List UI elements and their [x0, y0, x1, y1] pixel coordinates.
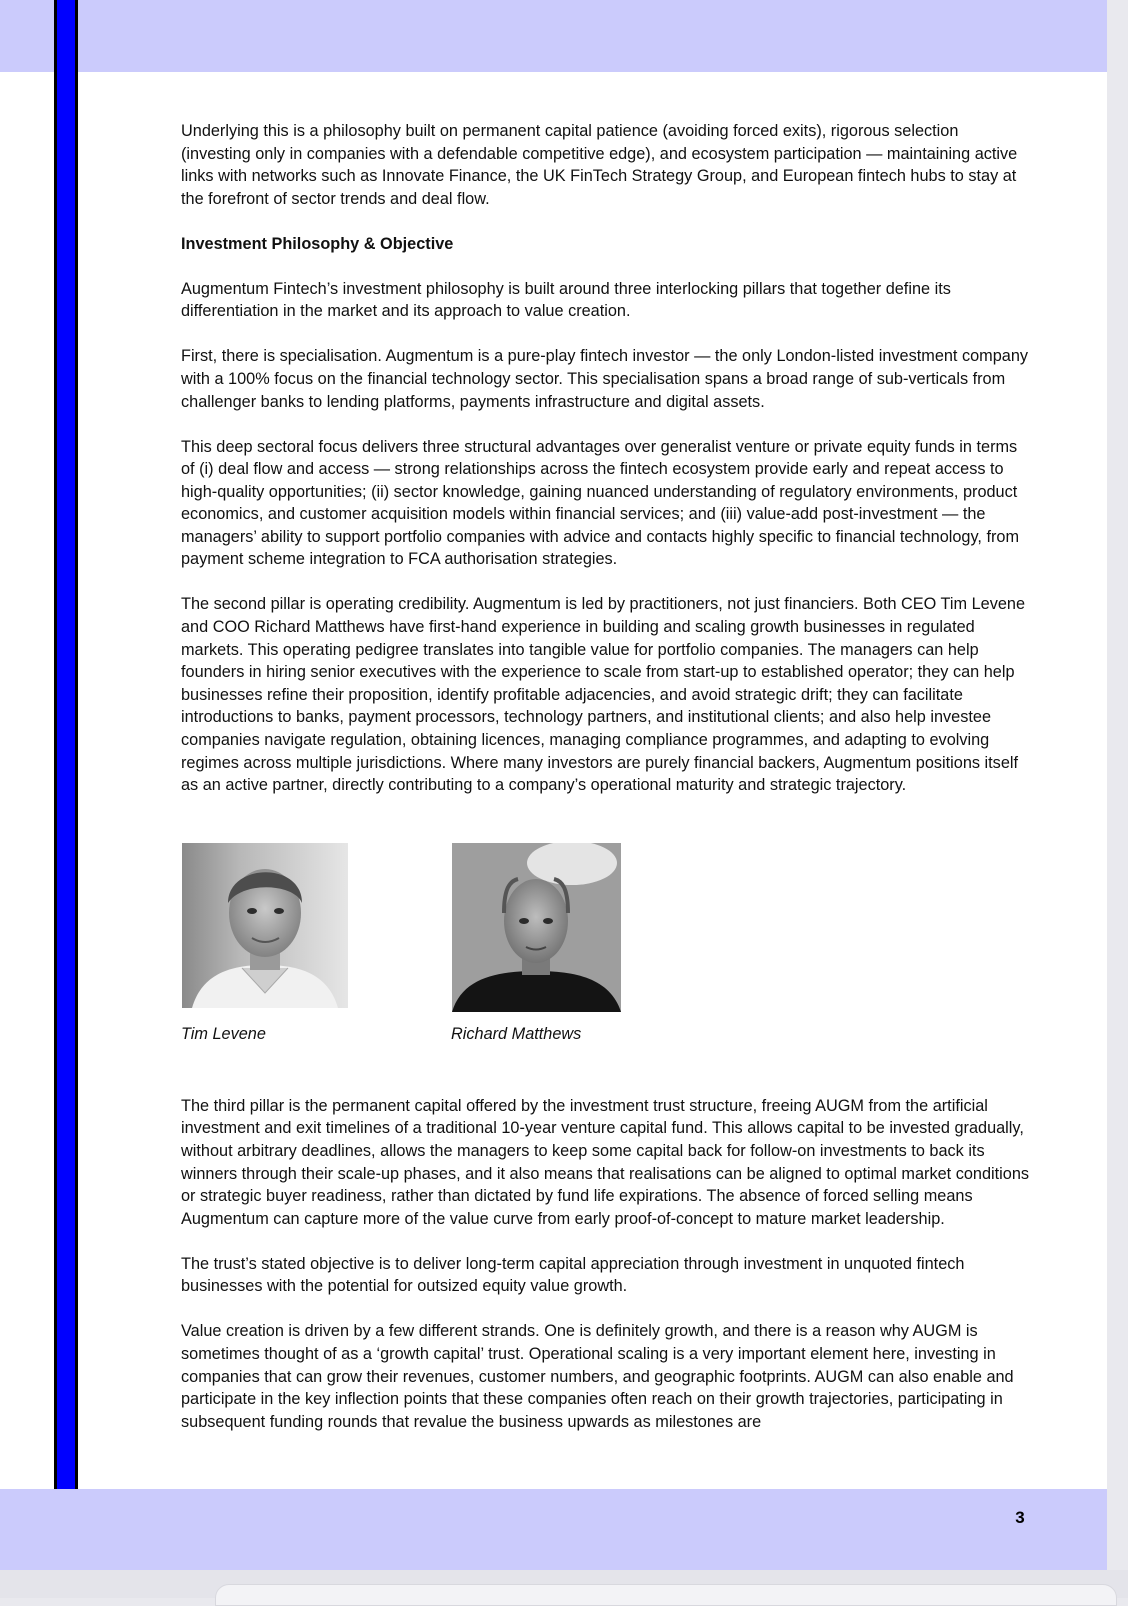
paragraph: Value creation is driven by a few different strands. One is definitely growth, and there is a reason why AUGM is sometimes thought of as a ‘growth capital’ trust. Operational scaling is a very important element here, investing in companies that can grow their revenues, customer numbers, and geographic footprints. AUGM can also enable and participate in the key inflection points that these companies often reach on their growth trajectories, participating in subsequent funding rounds that revalue the business upwards as milestones are [181, 1322, 1014, 1431]
viewer-bottom-strip [0, 1570, 1128, 1598]
paragraph: First, there is specialisation. Augmentum is a pure-play fintech investor — the only London-listed investment company with a 100% focus on the financial technology sector. This specialisation spans a broad range of sub-verticals from challenger banks to lending platforms, payments infrastructure and digital assets. [181, 347, 1029, 411]
portrait-photo-tim-levene [182, 843, 348, 1008]
lower-text [181, 1095, 1031, 1434]
photo-row [181, 835, 1031, 1085]
portrait-image [452, 843, 621, 1012]
viewer-scroll-tab[interactable] [215, 1584, 1117, 1606]
paragraph: The second pillar is operating credibility. Augmentum is led by practitioners, not just financiers. Both CEO Tim Levene and COO Richard Matthews have first-hand experience in building and scaling growth businesses in regulated markets. This operating pedigree translates into tangible value for portfolio companies. The managers can help founders in hiring senior executives with the experience to scale from start-up to established operator; they can help businesses refine their proposition, identify profitable adjacencies, and avoid strategic drift; they can facilitate introductions to banks, payment processors, technology partners, and institutional clients; and also help investee companies navigate regulation, obtaining licences, managing compliance programmes, and adapting to evolving regimes across multiple jurisdictions. Where many investors are purely financial backers, Augmentum positions itself as an active partner, directly contributing to a company’s operational maturity and strategic trajectory. [181, 595, 1026, 795]
paragraph: The trust’s stated objective is to deliver long-term capital appreciation through investment in unquoted fintech businesses with the potential for outsized equity value growth. [181, 1254, 965, 1296]
paragraph: The third pillar is the permanent capital offered by the investment trust structure, freeing AUGM from the artificial investment and exit timelines of a traditional 10-year venture capital fund. This allows capital to be invested gradually, without arbitrary deadlines, allows the managers to keep some capital back for follow-on investments to back its winners through their scale-up phases, and it also means that realisations can be aligned to optimal market conditions or strategic buyer readiness, rather than dictated by fund life expirations. The absence of forced selling means Augmentum can capture more of the value curve from early proof-of-concept to mature market leadership. [181, 1096, 1030, 1228]
portrait-image [182, 843, 348, 1008]
paragraph: This deep sectoral focus delivers three structural advantages over generalist venture or private equity funds in terms of (i) deal flow and access — strong relationships across the fintech ecosystem provide early and repeat access to high-quality opportunities; (ii) sector knowledge, gaining nuanced understanding of regulatory environments, product economics, and customer acquisition models within financial services; and (iii) value-add post-investment — the managers’ ability to support portfolio companies with advice and contacts highly specific to financial technology, from payment scheme integration to FCA authorisation strategies. [181, 437, 1020, 569]
left-accent-bar [54, 0, 78, 1541]
photo-caption-left: Tim Levene [181, 1024, 266, 1043]
section-heading: Investment Philosophy & Objective [181, 234, 454, 253]
photo-caption-right: Richard Matthews [451, 1024, 582, 1043]
header-band [0, 0, 1107, 72]
footer-band [0, 1489, 1107, 1570]
page-number: 3 [1015, 1508, 1025, 1527]
page-content [181, 120, 1031, 1456]
paragraph: Augmentum Fintech’s investment philosophy is built around three interlocking pillars that together define its differentiation in the market and its approach to value creation. [181, 279, 951, 321]
paragraph: Underlying this is a philosophy built on permanent capital patience (avoiding forced exits), rigorous selection (investing only in companies with a defendable competitive edge), and ecosystem participation — maintaining active links with networks such as Innovate Finance, the UK FinTech Strategy Group, and European fintech hubs to stay at the forefront of sector trends and deal flow. [181, 122, 1018, 208]
portrait-photo-richard-matthews [452, 843, 621, 1012]
